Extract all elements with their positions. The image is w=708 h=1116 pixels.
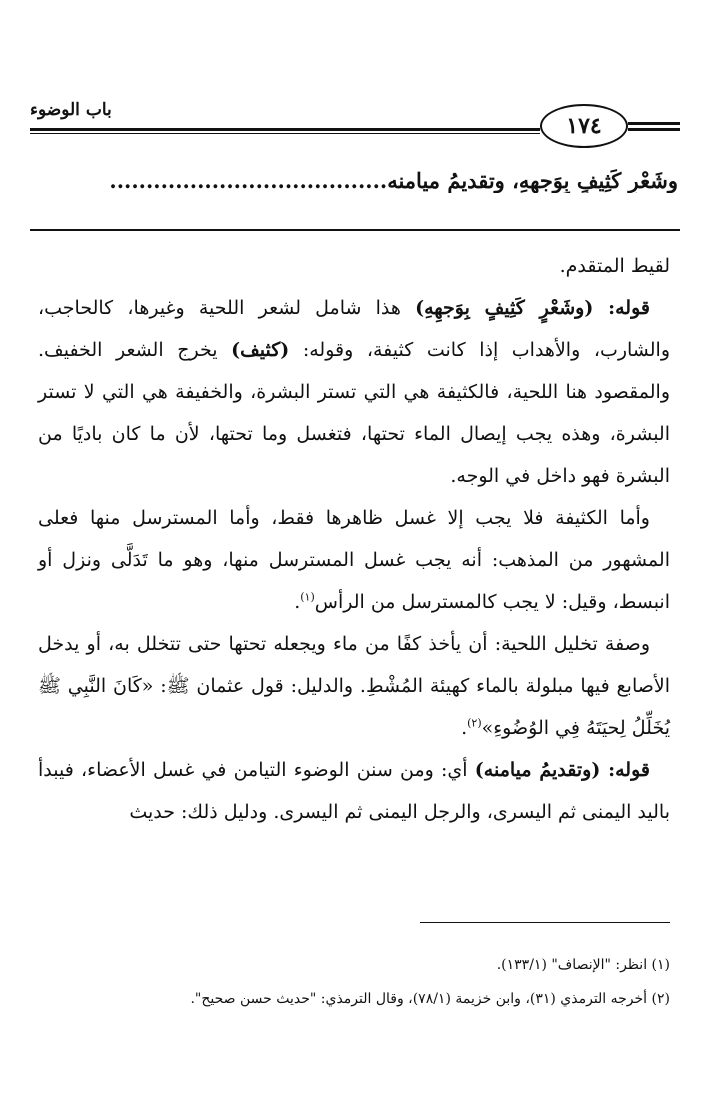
body-text bbox=[38, 245, 670, 833]
header-rule-right bbox=[628, 122, 680, 125]
paragraph-4 bbox=[38, 623, 670, 749]
p2-label: قوله: bbox=[593, 297, 650, 319]
paragraph-1: لقيط المتقدم. bbox=[559, 255, 670, 277]
p2-text: هذا شامل لشعر اللحية وغيرها، كالحاجب، والشارب، والأهداب إذا كانت كثيفة، وقوله: bbox=[38, 297, 670, 361]
matn-divider bbox=[30, 229, 680, 231]
footnote-1: (١) انظر: "الإنصاف" (١٣٣/١). bbox=[496, 957, 670, 973]
footnote-divider bbox=[420, 922, 670, 923]
footnote-ref-2: (٢) bbox=[467, 716, 482, 730]
p2-text2: يخرج الشعر الخفيف. والمقصود هنا اللحية، فالكثيفة هي التي تستر البشرة، والخفيفة هي التي لا تستر البشرة، وهذه يجب إيصال الماء تحتها، فتغسل وما تحتها، لأن ما كان باديًا من البشرة فهو داخل في الوجه. bbox=[38, 339, 670, 487]
paragraph-3 bbox=[38, 497, 670, 623]
p4-text: وصفة تخليل اللحية: أن يأخذ كفًا من ماء ويجعله تحتها حتى تتخلل به، أو يدخل الأصابع فيها مبلولة بالماء كهيئة المُشْطِ. والدليل: قول عثمان ﷺ: «كَانَ النَّبِي ﷺ يُخَلِّلُ لِحيَتَهُ فِي الوُضُوءِ» bbox=[38, 633, 670, 739]
p2-bold-term: (وشَعْرٍ كَثِيفٍ بِوَجهِهِ) bbox=[415, 297, 594, 319]
page-number bbox=[540, 104, 628, 148]
p5-bold-term: (وتقديمُ ميامنه) bbox=[474, 759, 601, 781]
paragraph-2 bbox=[38, 287, 670, 497]
header-rule bbox=[30, 128, 540, 131]
chapter-title: باب الوضوء bbox=[30, 100, 112, 120]
p4-end: . bbox=[461, 717, 468, 739]
p2-bold-term2: (كثيف) bbox=[231, 339, 290, 361]
header-rule-right-lower bbox=[628, 128, 680, 131]
p5-label: قوله: bbox=[600, 759, 650, 781]
footnotes bbox=[38, 948, 670, 1016]
paragraph-5 bbox=[38, 749, 670, 833]
footnote-2: (٢) أخرجه الترمذي (٣١)، وابن خزيمة (٧٨/١)، وقال الترمذي: "حديث حسن صحيح". bbox=[190, 991, 670, 1007]
footnote-ref-1: (١) bbox=[300, 590, 315, 604]
matn-text: وشَعْرٍ كَثِيفٍ بِوَجهِهِ، وتقديمُ ميامنه...................................... bbox=[109, 168, 678, 193]
p3-end: . bbox=[294, 591, 301, 613]
header-rule-thin bbox=[30, 133, 540, 134]
p3-text: وأما الكثيفة فلا يجب إلا غسل ظاهرها فقط، وأما المسترسل منها فعلى المشهور من المذهب: أنه يجب غسل المسترسل منها، وهو ما تَدَلَّى ونزل أو انبسط، وقيل: لا يجب كالمسترسل من الرأس bbox=[38, 507, 670, 613]
page-number-text: ١٧٤ bbox=[566, 113, 602, 139]
p5-text: أي: ومن سنن الوضوء التيامن في غسل الأعضاء، فيبدأ باليد اليمنى ثم اليسرى، والرجل اليمنى ثم اليسرى. ودليل ذلك: حديث bbox=[38, 759, 670, 823]
